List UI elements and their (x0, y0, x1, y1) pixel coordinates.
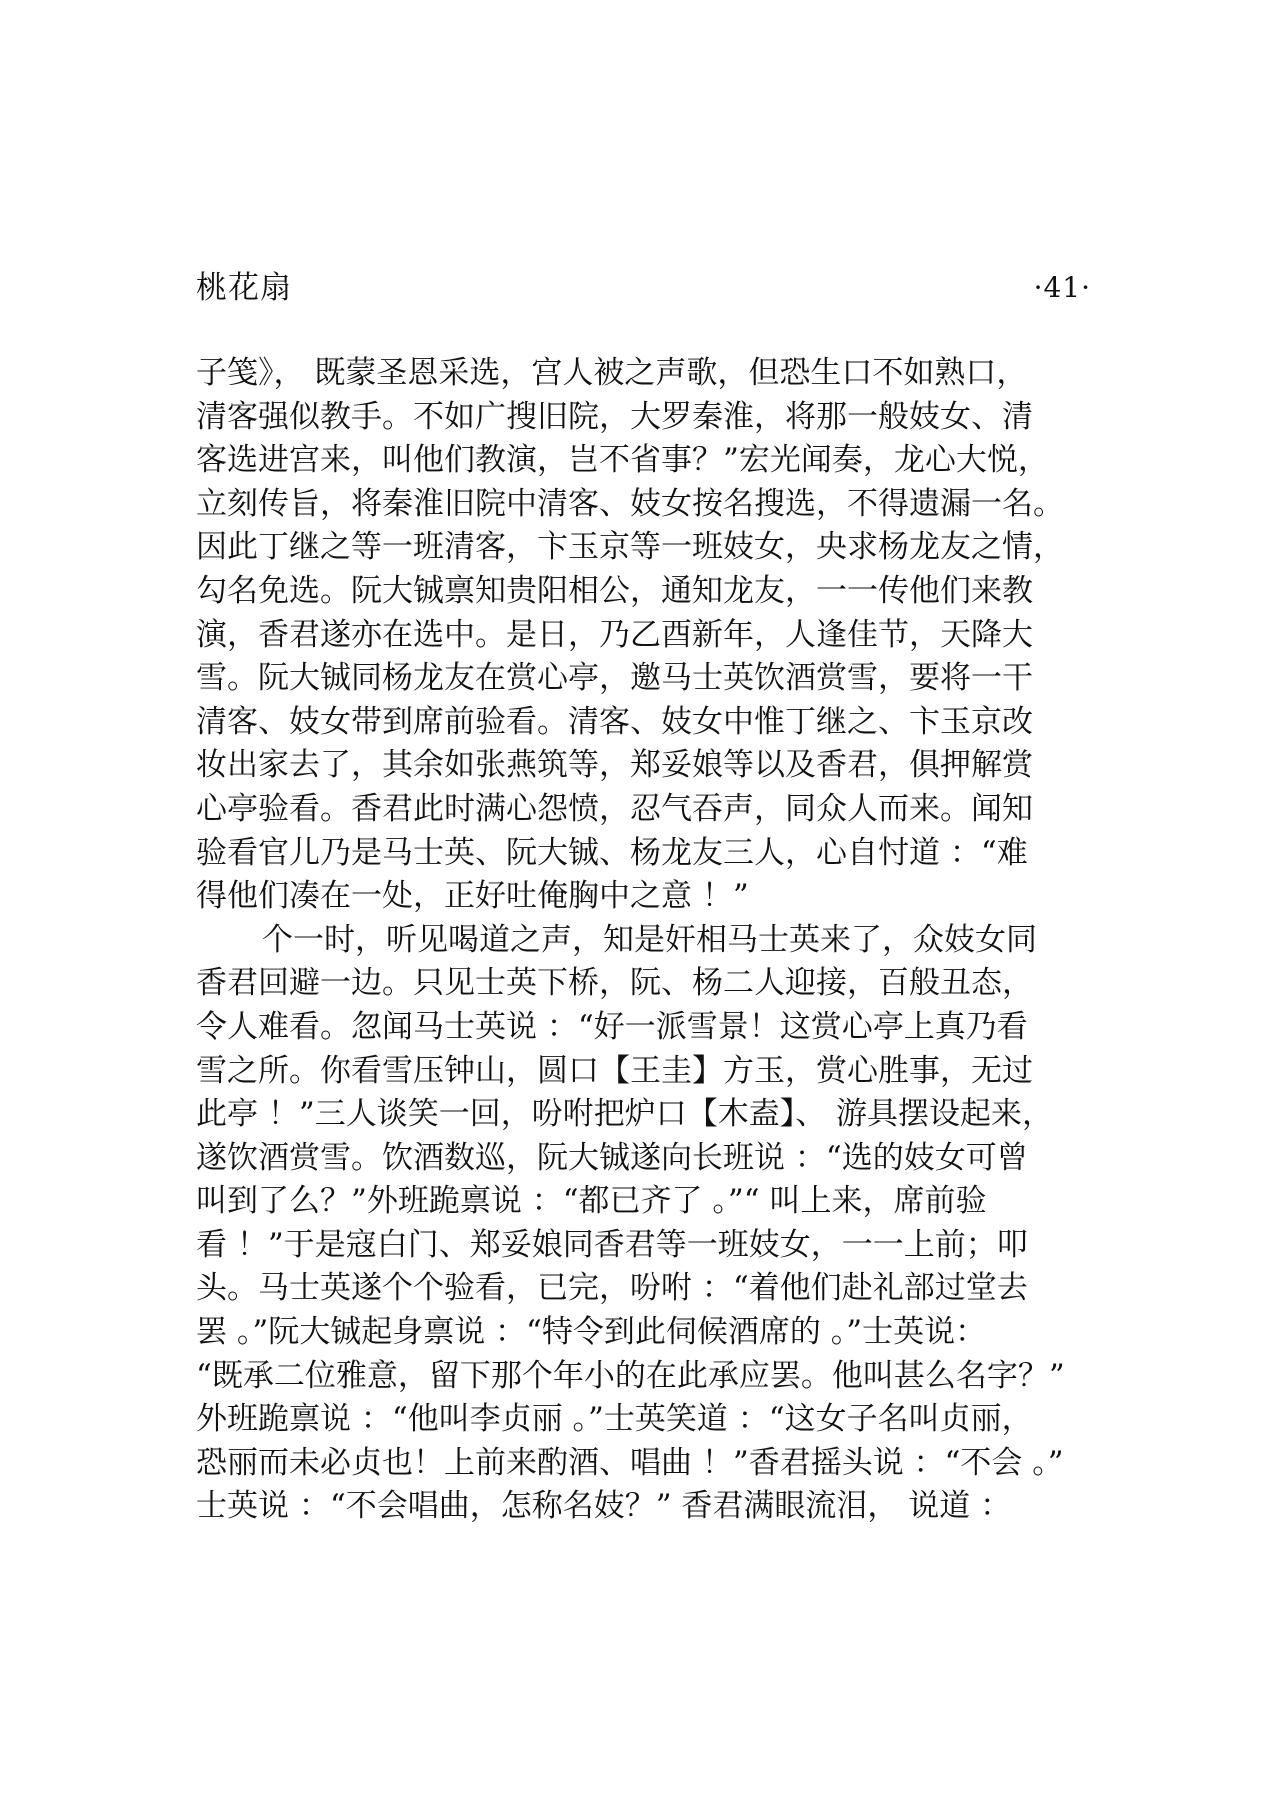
text-line: 个一时，听见喝道之声，知是奸相马士英来了，众妓女同 (262, 921, 1037, 958)
text-line: 恐丽而未必贞也！上前来酌酒、唱曲 ！”香君摇头说 ：“不会 。” (196, 1444, 1064, 1481)
text-line: 罢 。”阮大铖起身禀说 ：“特令到此伺候酒席的 。”士英说： (196, 1314, 987, 1351)
text-line: 心亭验看。香君此时满心怨愤，忍气吞声，同众人而来。闻知 (196, 790, 1033, 827)
text-line: 子笺》， 既蒙圣恩采选，宫人被之声歌，但恐生口不如熟口， (196, 355, 1028, 391)
text-line: 香君回避一边。只见士英下桥，阮、杨二人迎接，百般丑态， (196, 965, 1033, 1002)
book-title: 桃花扇 (196, 270, 292, 306)
text-line: 雪。阮大铖同杨龙友在赏心亭，邀马士英饮酒赏雪，要将一干 (196, 660, 1033, 697)
text-line: 叫到了么？”外班跪禀说 ：“都已齐了 。”“ 叫上来，席前验 (196, 1183, 987, 1220)
text-line: 头。马士英遂个个验看，已完，吩咐 ：“着他们赴礼部过堂去 (196, 1270, 1028, 1307)
text-line: 得他们凑在一处，正好吐俺胸中之意 ！” (196, 878, 749, 915)
text-line: 士英说 ：“不会唱曲，怎称名妓？” 香君满眼流泪， 说道 ： (196, 1488, 1012, 1525)
text-line: 验看官儿乃是马士英、阮大铖、杨龙友三人，心自忖道 ：“难 (196, 834, 1028, 871)
text-line: 勾名免选。阮大铖禀知贵阳相公，通知龙友，一一传他们来教 (196, 572, 1033, 609)
text-line: 清客、妓女带到席前验看。清客、妓女中惟丁继之、卞玉京改 (196, 703, 1033, 740)
text-line: 演，香君遂亦在选中。是日，乃乙酉新年，人逢佳节，天降大 (196, 616, 1033, 653)
text-line: 外班跪禀说 ：“他叫李贞丽 。”士英笑道 ：“这女子名叫贞丽， (196, 1401, 1033, 1438)
running-header (196, 268, 1091, 308)
text-line: 清客强似教手。不如广搜旧院，大罗秦淮，将那一般妓女、清 (196, 398, 1033, 435)
text-line: 立刻传旨，将秦淮旧院中清客、妓女按名搜选，不得遗漏一名。 (196, 485, 1064, 522)
page-number: ·41· (1033, 271, 1091, 304)
text-line: 雪之所。你看雪压钟山，圆口【王圭】方玉，赏心胜事，无过 (196, 1052, 1033, 1089)
text-line: 看 ！”于是寇白门、郑妥娘同香君等一班妓女，一一上前；叩 (196, 1226, 1028, 1263)
text-line: 妆出家去了，其余如张燕筑等，郑妥娘等以及香君，俱押解赏 (196, 747, 1033, 784)
text-line: “既承二位雅意，留下那个年小的在此承应罢。他叫甚么名字？” (196, 1357, 1065, 1394)
text-line: 客选进宫来，叫他们教演，岂不省事？”宏光闻奏，龙心大悦， (196, 442, 1049, 479)
text-line: 此亭 ！”三人谈笑一回，吩咐把炉口【木盍】、 游具摆设起来， (196, 1096, 1054, 1133)
text-line: 遂饮酒赏雪。饮酒数巡，阮大铖遂向长班说 ：“选的妓女可曾 (196, 1139, 1028, 1176)
text-line: 因此丁继之等一班清客，卞玉京等一班妓女，央求杨龙友之情， (196, 529, 1064, 566)
body-text (196, 352, 1096, 1529)
text-line: 令人难看。忽闻马士英说 ：“好一派雪景！这赏心亭上真乃看 (196, 1008, 1028, 1045)
